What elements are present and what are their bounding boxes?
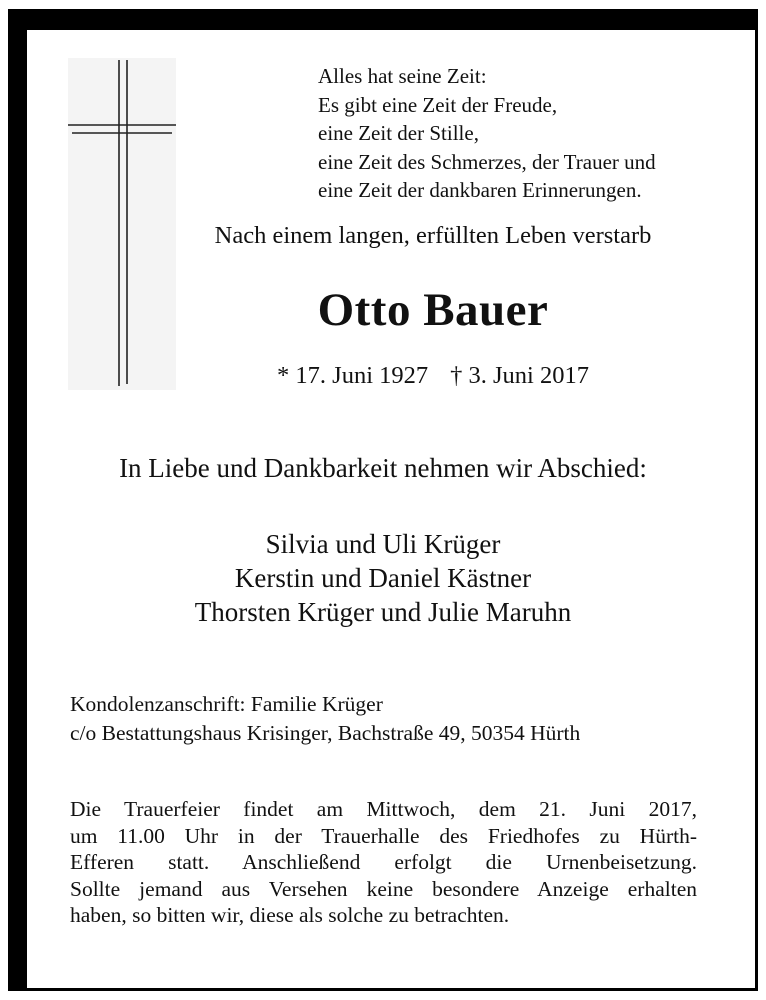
life-dates [0, 362, 766, 390]
ceremony-line: um 11.00 Uhr in der Trauerhalle des Friedhofes zu Hürth- [70, 823, 697, 848]
ceremony-line: Sollte jemand aus Versehen keine besondere Anzeige erhalten [70, 876, 697, 901]
birth-date: * 17. Juni 1927 [277, 362, 429, 389]
poem [318, 62, 656, 205]
ceremony-line: haben, so bitten wir, diese als solche zu betrachten. [70, 903, 510, 928]
deceased-name: Otto Bauer [317, 284, 549, 336]
mourner-name: Silvia und Uli Krüger [265, 529, 501, 559]
mourner-name: Thorsten Krüger und Julie Maruhn [194, 597, 572, 627]
farewell-heading: In Liebe und Dankbarkeit nehmen wir Abschied: [119, 453, 647, 483]
poem-line: Es gibt eine Zeit der Freude, [318, 92, 558, 117]
mourner-name: Kerstin und Daniel Kästner [234, 563, 532, 593]
death-date: † 3. Juni 2017 [450, 362, 589, 389]
condolence-line: Kondolenzanschrift: Familie Krüger [70, 692, 383, 716]
poem-line: eine Zeit der Stille, [318, 121, 479, 145]
ceremony-line: Efferen statt. Anschließend erfolgt die Urnenbeisetzung. [70, 850, 697, 875]
poem-line: eine Zeit der dankbaren Erinnerungen. [318, 178, 642, 202]
mourners-list [0, 527, 766, 629]
condolence-line: c/o Bestattungshaus Krisinger, Bachstraße 49, 50354 Hürth [70, 721, 581, 745]
intro-text: Nach einem langen, erfüllten Leben verstarb [214, 222, 652, 249]
poem-line: Alles hat seine Zeit: [318, 64, 487, 88]
ceremony-notice [70, 796, 697, 929]
poem-line: eine Zeit des Schmerzes, der Trauer und [318, 149, 656, 174]
ceremony-line: Die Trauerfeier findet am Mittwoch, dem 21. Juni 2017, [70, 797, 697, 821]
condolence-address [70, 690, 580, 748]
